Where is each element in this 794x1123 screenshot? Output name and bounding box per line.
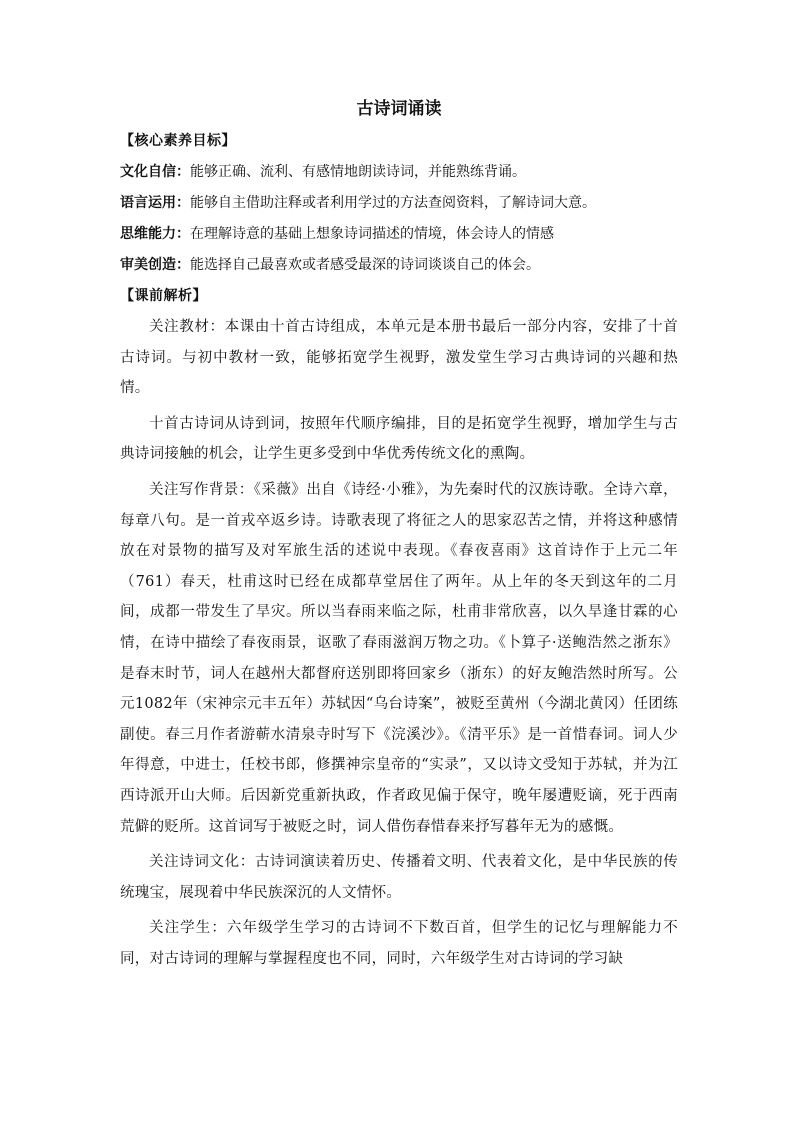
section-heading-goals: 【核心素养目标】 (120, 133, 236, 149)
goal-text: 能够自主借助注释或者利用学过的方法查阅资料，了解诗词大意。 (190, 195, 596, 211)
section-heading-analysis: 【课前解析】 (120, 288, 207, 304)
paragraph-culture: 关注诗词文化：古诗词演读着历史、传播着文明、代表着文化，是中华民族的传统瑰宝，展现着中华民族深沉的人文情怀。 (120, 854, 678, 901)
paragraph-arrangement: 十首古诗词从诗到词，按照年代顺序编排，目的是拓宽学生视野，增加学生与古典诗词接触的机会，让学生更多受到中华优秀传统文化的熏陶。 (120, 415, 678, 463)
goal-text: 能够正确、流利、有感情地朗读诗词，并能熟练背诵。 (190, 164, 526, 180)
goal-thinking (120, 219, 678, 250)
paragraph-background: 关注写作背景：《采薇》出自《诗经·小雅》，为先秦时代的汉族诗歌。全诗六章，每章八句。是一首戎卒返乡诗。诗歌表现了将征之人的思家忍苦之情，并将这种感情放在对景物的描写及对军旅生活的述说中表现。《春夜喜雨》这首诗作于上元二年（761）春天，杜甫这时已经在成都草堂居住了两年。从上年的冬天到这年的二月间，成都一带发生了旱灾。所以当春雨来临之际，杜甫非常欣喜，以久旱逢甘霖的心情，在诗中描绘了春夜雨景，讴歌了春雨滋润万物之功。《卜算子·送鲍浩然之浙东》是春末时节，词人在越州大都督府送别即将回家乡（浙东）的好友鲍浩然时所写。公元1082年（宋神宗元丰五年）苏轼因“乌台诗案”，被贬至黄州（今湖北黄冈）任团练副使。春三月作者游蕲水清泉寺时写下《浣溪沙》。《清平乐》是一首惜春词。词人少年得意，中进士，任校书郎，修撰神宗皇帝的“实录”，又以诗文受知于苏轼，并为江西诗派开山大师。后因新党重新执政，作者政见偏于保守，晚年屡遭贬谪，死于西南荒僻的贬所。这首词写于被贬之时，词人借伤春惜春来抒写暮年无为的感慨。 (120, 481, 678, 835)
goal-label: 语言运用： (120, 195, 190, 211)
goal-label: 审美创造： (120, 257, 190, 273)
goal-text: 能选择自己最喜欢或者感受最深的诗词谈谈自己的体会。 (190, 257, 540, 273)
goal-culture (120, 157, 678, 188)
goal-text: 在理解诗意的基础上想象诗词描述的情境，体会诗人的情感 (190, 226, 554, 242)
goal-label: 思维能力： (120, 226, 190, 242)
goal-aesthetic (120, 250, 678, 281)
paragraph-textbook: 关注教材：本课由十首古诗组成，本单元是本册书最后一部分内容，安排了十首古诗词。与初中教材一致，能够拓宽学生视野，激发堂生学习古典诗词的兴趣和热情。 (120, 319, 678, 397)
goal-language (120, 188, 678, 219)
document-title: 古诗词诵读 (356, 99, 442, 119)
document-page (120, 96, 678, 974)
goal-label: 文化自信： (120, 164, 190, 180)
paragraph-students: 关注学生：六年级学生学习的古诗词不下数百首，但学生的记忆与理解能力不同，对古诗词的理解与掌握程度也不同，同时，六年级学生对古诗词的学习缺 (120, 920, 678, 967)
